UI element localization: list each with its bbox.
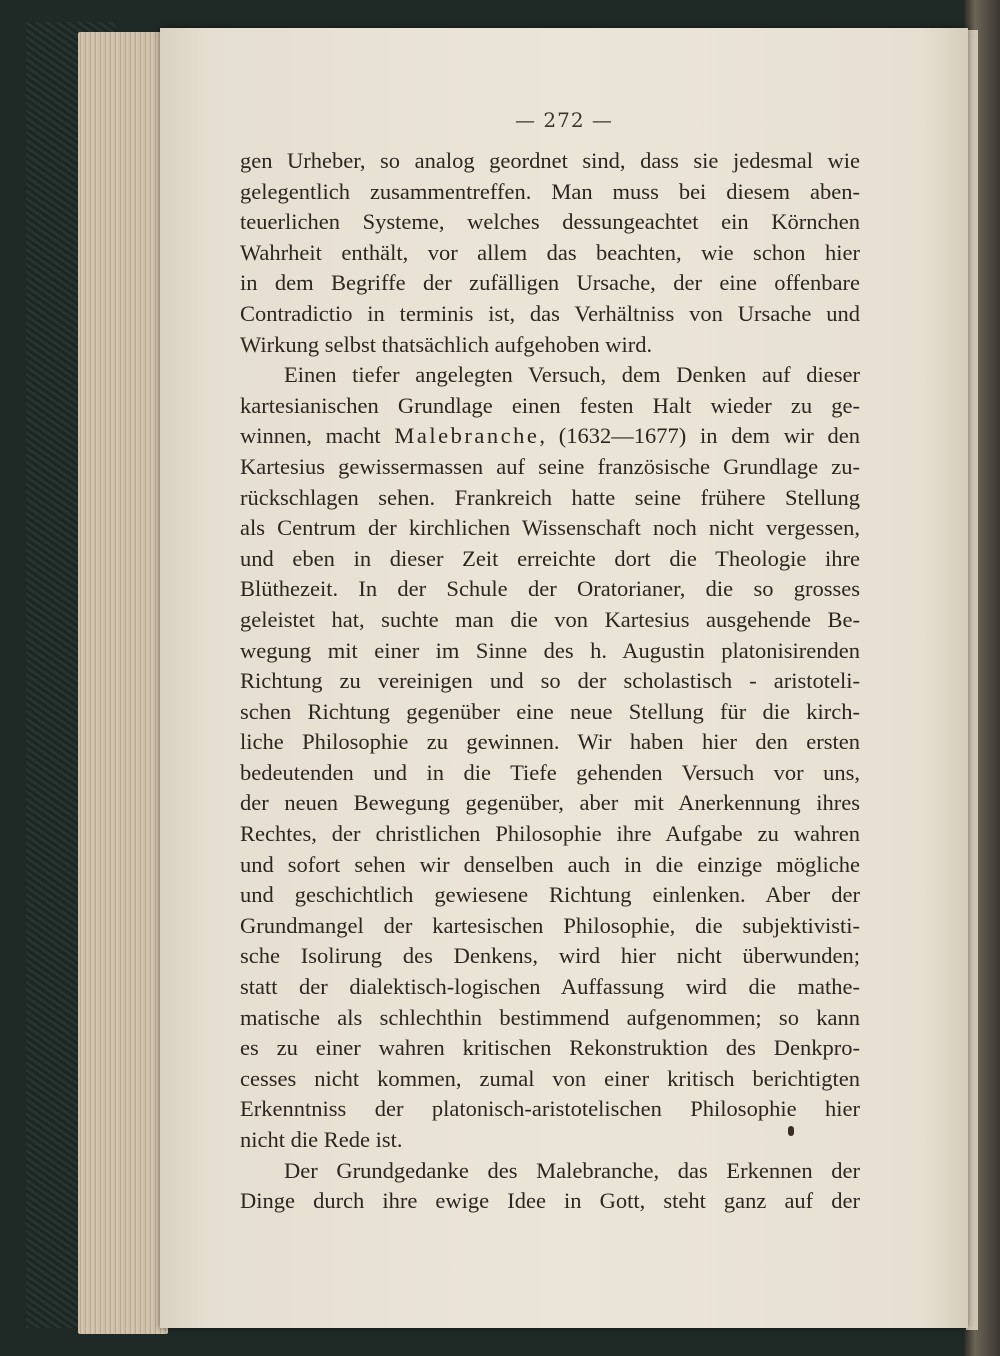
- text-line: und sofort sehen wir denselben auch in die einzige mögliche: [240, 851, 860, 877]
- text-line: Blüthezeit. In der Schule der Oratorianer, die so grosses: [240, 576, 860, 602]
- text-line: cesses nicht kommen, zumal von einer kritisch berichtigten: [240, 1065, 860, 1091]
- text-line: als Centrum der kirchlichen Wissenschaft noch nicht vergessen,: [240, 515, 860, 541]
- page-text: [240, 146, 860, 1217]
- text-line: Wirkung selbst thatsächlich aufgehoben wird.: [240, 331, 653, 357]
- text-line: teuerlichen Systeme, welches dessungeachtet ein Körnchen: [240, 209, 860, 235]
- text-line: statt der dialektisch-logischen Auffassung wird die mathe-: [240, 974, 860, 1000]
- book-page: [160, 28, 968, 1328]
- text-line: Einen tiefer angelegten Versuch, dem Denken auf dieser: [284, 362, 860, 388]
- page-edges: [78, 32, 168, 1334]
- author-name: Malebranche: [394, 423, 540, 449]
- text-line: der neuen Bewegung gegenüber, aber mit Anerkennung ihres: [240, 790, 860, 816]
- text-line: schen Richtung gegenüber eine neue Stellung für die kirch-: [240, 698, 860, 724]
- text-line: und geschichtlich gewiesene Richtung einlenken. Aber der: [240, 882, 860, 908]
- text-line: matische als schlechthin bestimmend aufgenommen; so kann: [240, 1004, 860, 1030]
- text-line: gelegentlich zusammentreffen. Man muss bei diesem aben-: [240, 178, 860, 204]
- text-fragment: , (1632—1677) in dem wir den: [539, 423, 860, 449]
- text-line: es zu einer wahren kritischen Rekonstruktion des Denkpro-: [240, 1035, 860, 1061]
- text-line: Grundmangel der kartesischen Philosophie, die subjektivisti-: [240, 912, 860, 938]
- text-line: kartesianischen Grundlage einen festen Halt wieder zu ge-: [240, 392, 860, 418]
- text-line: sche Isolirung des Denkens, wird hier nicht überwunden;: [240, 943, 860, 969]
- text-line: Dinge durch ihre ewige Idee in Gott, steht ganz auf der: [240, 1188, 860, 1214]
- text-line: Rechtes, der christlichen Philosophie ihre Aufgabe zu wahren: [240, 821, 860, 847]
- text-line: in dem Begriffe der zufälligen Ursache, der eine offenbare: [240, 270, 860, 296]
- text-line: Wahrheit enthält, vor allem das beachten, wie schon hier: [240, 239, 860, 265]
- text-line: liche Philosophie zu gewinnen. Wir haben hier den ersten: [240, 729, 860, 755]
- text-line: Der Grundgedanke des Malebranche, das Erkennen der: [284, 1157, 860, 1183]
- text-line: und eben in dieser Zeit erreichte dort die Theologie ihre: [240, 545, 860, 571]
- text-line-with-name: [240, 421, 860, 452]
- text-line: wegung mit einer im Sinne des h. Augustin platonisirenden: [240, 637, 860, 663]
- text-line: rückschlagen sehen. Frankreich hatte seine frühere Stellung: [240, 484, 860, 510]
- page-number: — 272 —: [515, 108, 613, 132]
- ink-spot: [788, 1126, 794, 1136]
- text-line: geleistet hat, suchte man die von Kartesius ausgehende Be-: [240, 606, 860, 632]
- text-line: nicht die Rede ist.: [240, 1127, 403, 1152]
- text-line: Contradictio in terminis ist, das Verhältniss von Ursache und: [240, 300, 860, 326]
- text-line: gen Urheber, so analog geordnet sind, dass sie jedesmal wie: [240, 148, 860, 173]
- text-line: bedeutenden und in die Tiefe gehenden Versuch vor uns,: [240, 759, 860, 785]
- text-fragment: winnen, macht: [240, 423, 381, 449]
- text-line: Richtung zu vereinigen und so der scholastisch - aristoteli-: [240, 668, 860, 694]
- text-line: Kartesius gewissermassen auf seine französische Grundlage zu-: [240, 453, 860, 479]
- text-line: Erkenntniss der platonisch-aristotelischen Philosophie hier: [240, 1096, 860, 1122]
